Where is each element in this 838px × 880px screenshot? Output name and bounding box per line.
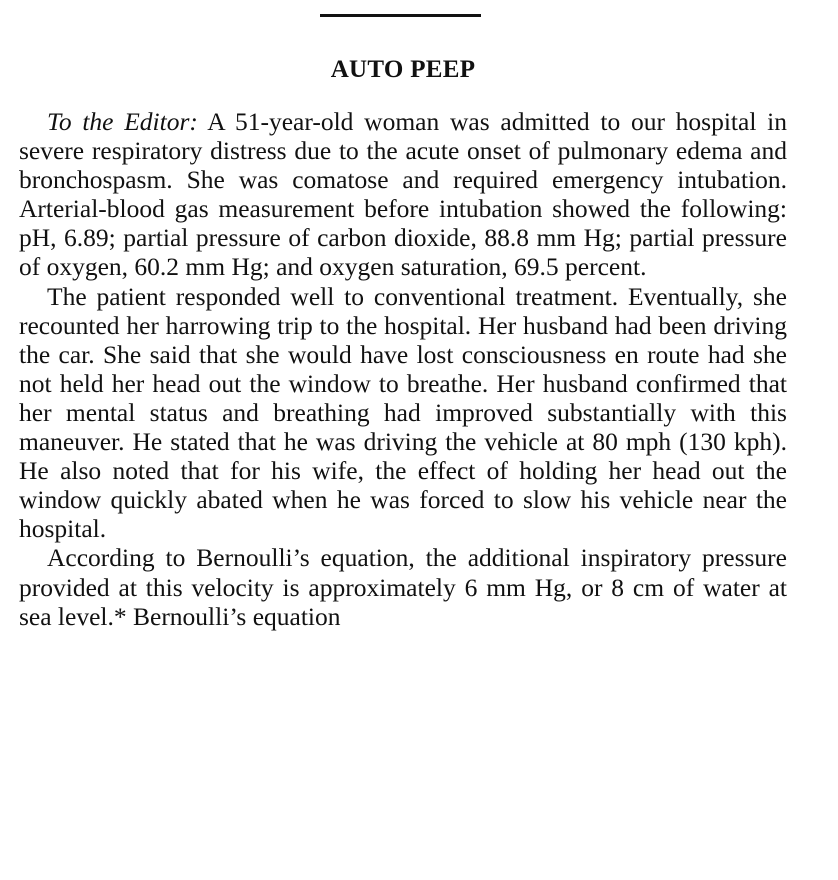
paragraph-3: According to Bernoulli’s equation, the additional inspiratory pressure provided at this velocity is approximately 6 mm Hg, or 8 cm of water at sea level.* Bernoulli’s equation (19, 543, 787, 631)
salutation: To the Editor: (47, 107, 198, 136)
article-title: AUTO PEEP (330, 56, 476, 83)
article-body (19, 107, 787, 631)
paragraph-2: The patient responded well to conventional treatment. Eventually, she recounted her harrowing trip to the hospital. Her husband had been driving the car. She said that she would have lost consciousness en route had she not held her head out the window to breathe. Her husband confirmed that her mental status and breathing had improved substantially with this maneuver. He stated that he was driving the vehicle at 80 mph (130 kph). He also noted that for his wife, the effect of holding her head out the window quickly abated when he was forced to slow his vehicle near the hospital. (19, 281, 787, 544)
top-rule-divider (320, 14, 481, 17)
paragraph-1-text: A 51-year-old woman was admitted to our hospital in severe respiratory distress due to the acute onset of pulmonary edema and bronchospasm. She was comatose and required emergency intubation. Arterial-blood gas measurement before intubation showed the following: pH, 6.89; partial pressure of carbon dioxide, 88.8 mm Hg; partial pressure of oxygen, 60.2 mm Hg; and oxygen saturation, 69.5 percent. (19, 107, 787, 282)
paragraph-1 (19, 107, 787, 282)
